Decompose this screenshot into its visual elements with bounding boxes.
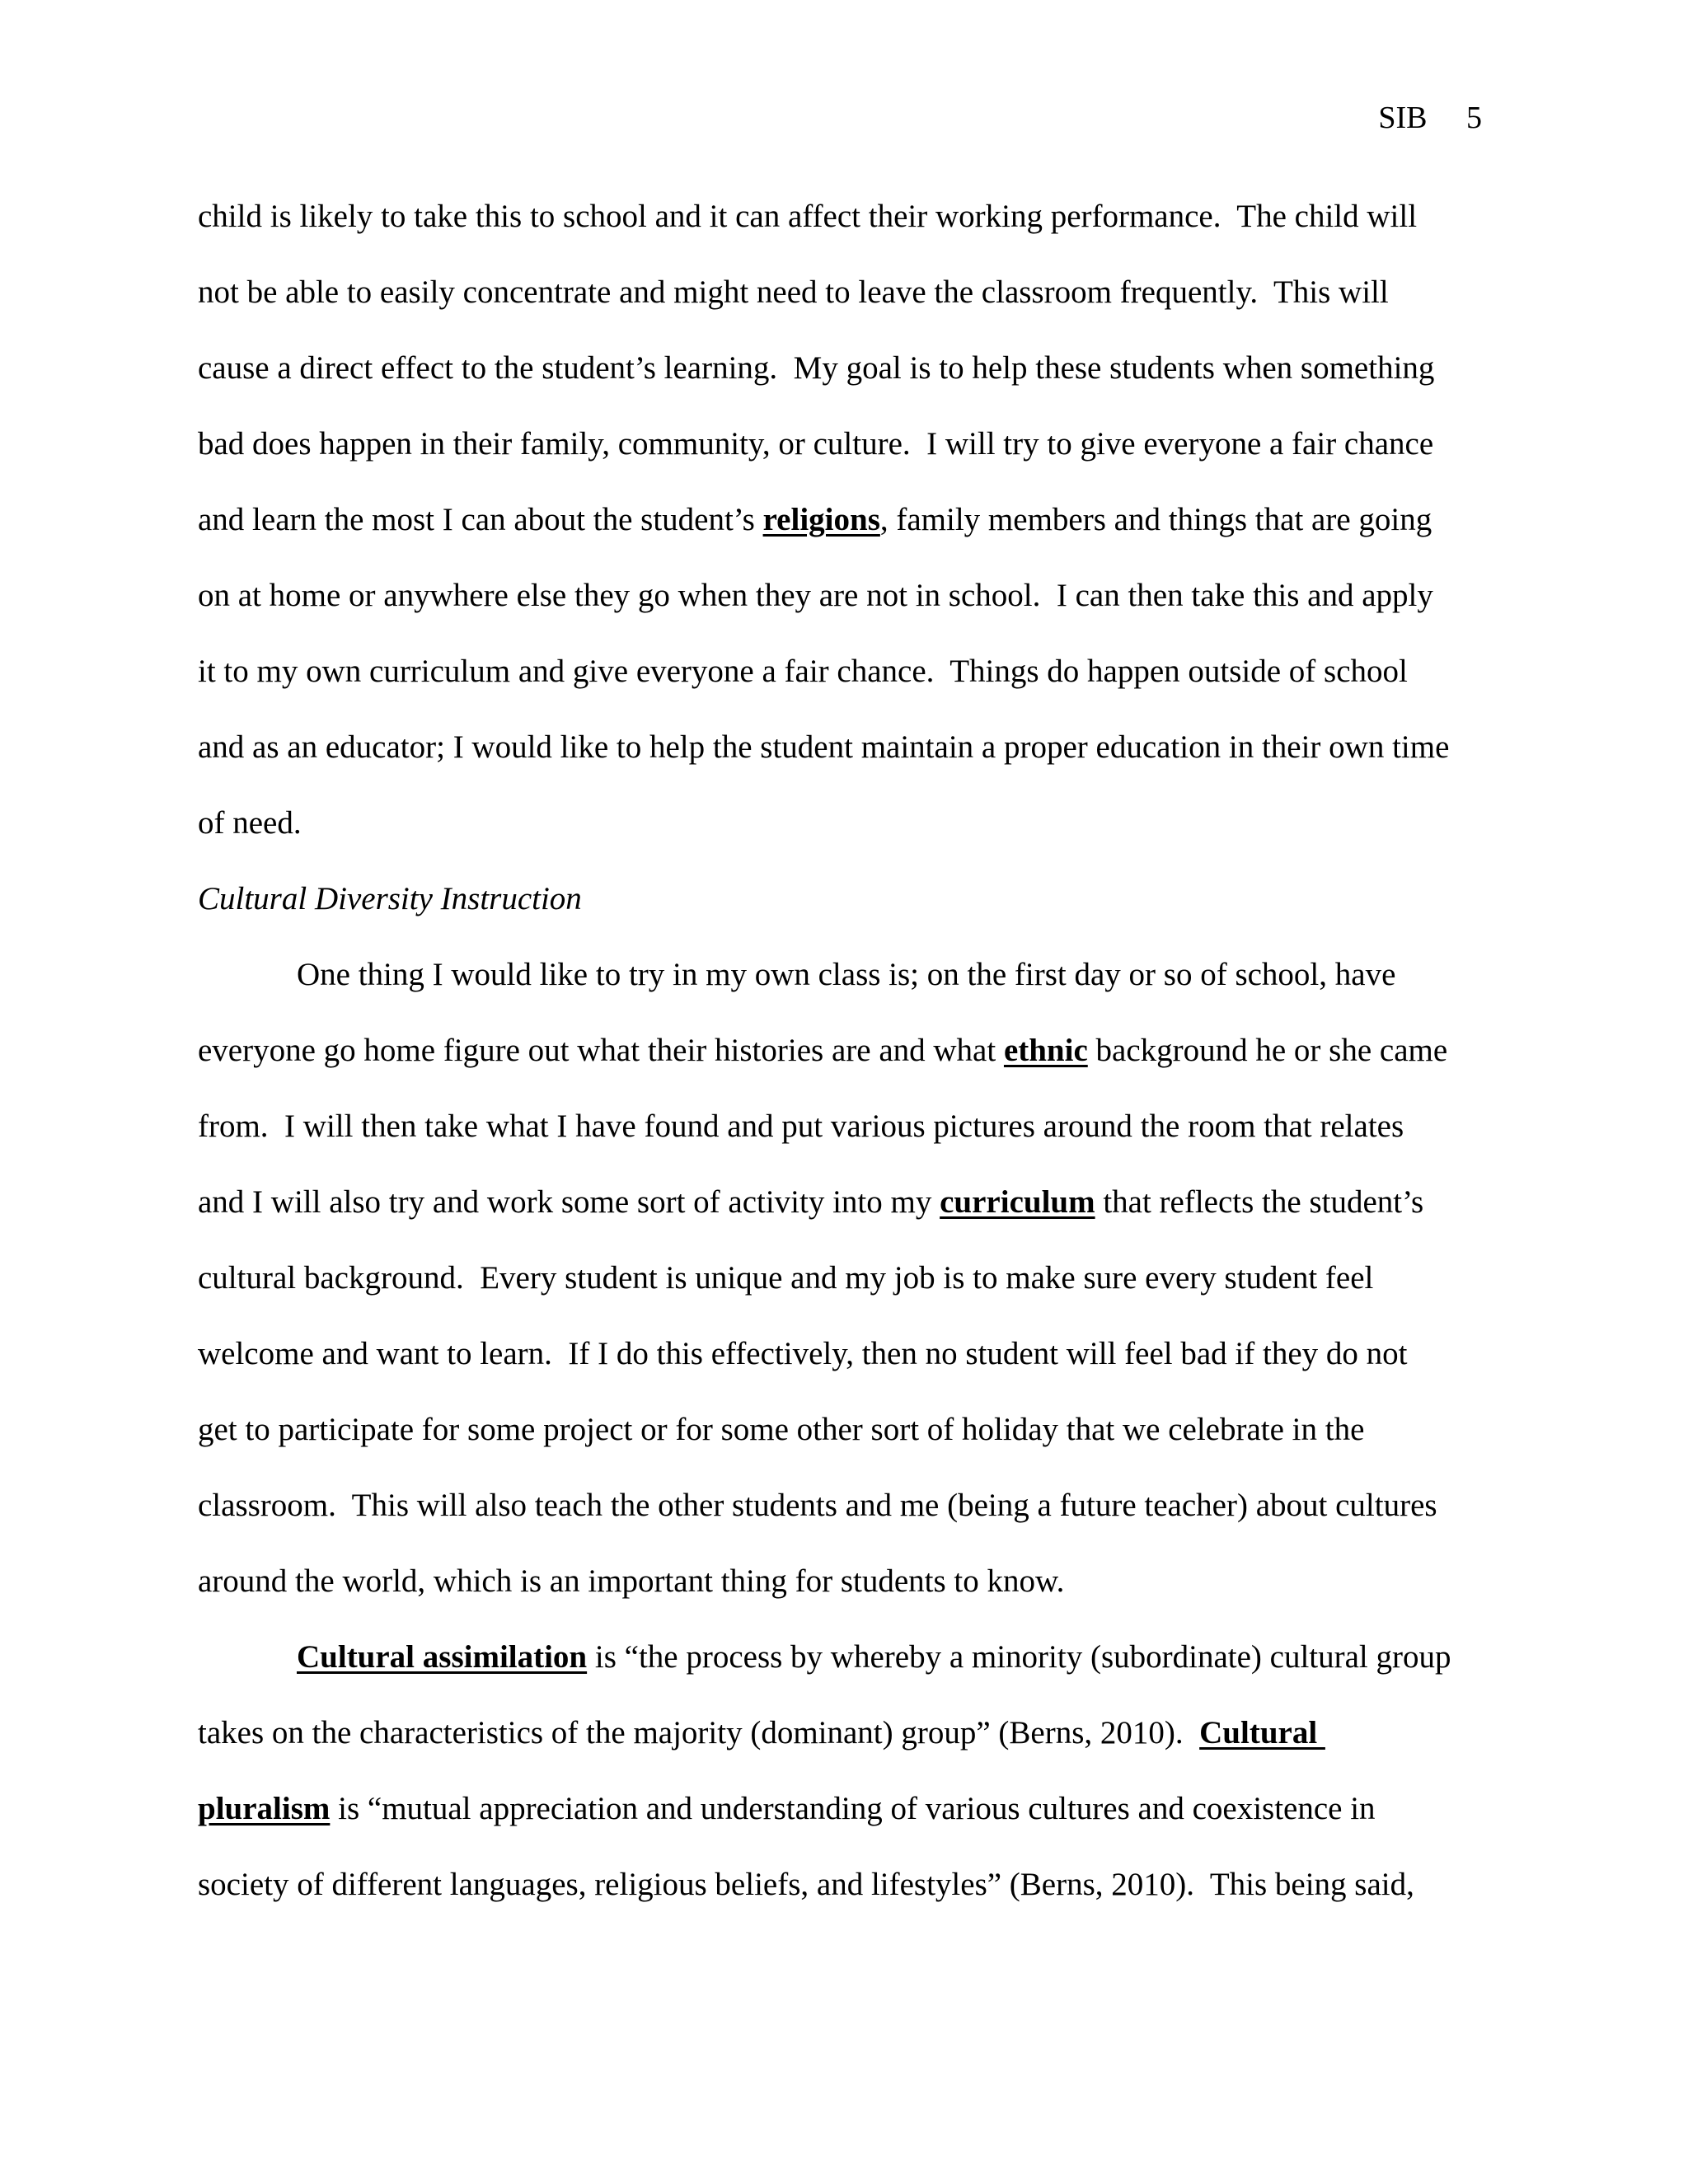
text-line: around the world, which is an important thing for students to know. — [198, 1563, 1065, 1599]
text-line: and as an educator; I would like to help the student maintain a proper education in their own time — [198, 729, 1450, 765]
text-run: that reflects the student’s — [1095, 1184, 1424, 1220]
text-line — [198, 1637, 1508, 1713]
key-term: Cultural — [1199, 1715, 1325, 1750]
text-run: and I will also try and work some sort of activity into my — [198, 1184, 940, 1220]
key-term: religions — [762, 502, 880, 537]
text-line: cultural background. Every student is unique and my job is to make sure every student feel — [198, 1260, 1374, 1296]
text-run: everyone go home figure out what their histories are and what — [198, 1033, 1004, 1068]
text-run: and learn the most I can about the student’s — [198, 502, 763, 537]
text-line: it to my own curriculum and give everyone a fair chance. Things do happen outside of school — [198, 654, 1408, 689]
text-line: classroom. This will also teach the other students and me (being a future teacher) about cultures — [198, 1488, 1437, 1523]
text-line — [198, 1713, 1508, 1788]
text-run: , family members and things that are going — [879, 502, 1432, 537]
text-run: is “the process by whereby a minority (subordinate) cultural group — [587, 1639, 1451, 1675]
text-line: child is likely to take this to school and it can affect their working performance. The child will — [198, 199, 1418, 234]
text-line: cause a direct effect to the student’s learning. My goal is to help these students when something — [198, 350, 1435, 386]
text-line: of need. — [198, 805, 302, 841]
text-line — [198, 1788, 1508, 1864]
running-head: SIB — [1378, 101, 1428, 135]
text-line: get to participate for some project or for some other sort of holiday that we celebrate in the — [198, 1412, 1365, 1447]
text-line: bad does happen in their family, community, or culture. I will try to give everyone a fair chance — [198, 426, 1434, 462]
key-term: pluralism — [198, 1791, 331, 1826]
key-term: ethnic — [1003, 1033, 1088, 1068]
section-heading: Cultural Diversity Instruction — [198, 881, 582, 916]
page-number: 5 — [1466, 101, 1482, 135]
key-term: curriculum — [940, 1184, 1095, 1220]
key-term: Cultural assimilation — [297, 1639, 588, 1675]
text-run: background he or she came — [1087, 1033, 1448, 1068]
text-line: on at home or anywhere else they go when they are not in school. I can then take this and apply — [198, 578, 1433, 613]
text-run: takes on the characteristics of the majority (dominant) group” (Berns, 2010). — [198, 1715, 1200, 1750]
text-line: from. I will then take what I have found and put various pictures around the room that relates — [198, 1108, 1404, 1144]
text-line: society of different languages, religious beliefs, and lifestyles” (Berns, 2010). This being said, — [198, 1867, 1414, 1902]
text-line: not be able to easily concentrate and might need to leave the classroom frequently. This will — [198, 274, 1389, 310]
text-line: One thing I would like to try in my own class is; on the first day or so of school, have — [297, 957, 1396, 992]
text-line — [198, 499, 1508, 575]
text-run: is “mutual appreciation and understanding of various cultures and coexistence in — [330, 1791, 1376, 1826]
text-line: welcome and want to learn. If I do this effectively, then no student will feel bad if they do not — [198, 1336, 1408, 1371]
body-text — [198, 196, 1508, 1940]
page-header — [1378, 97, 1482, 138]
text-line — [198, 1182, 1508, 1258]
text-line — [198, 1030, 1508, 1106]
